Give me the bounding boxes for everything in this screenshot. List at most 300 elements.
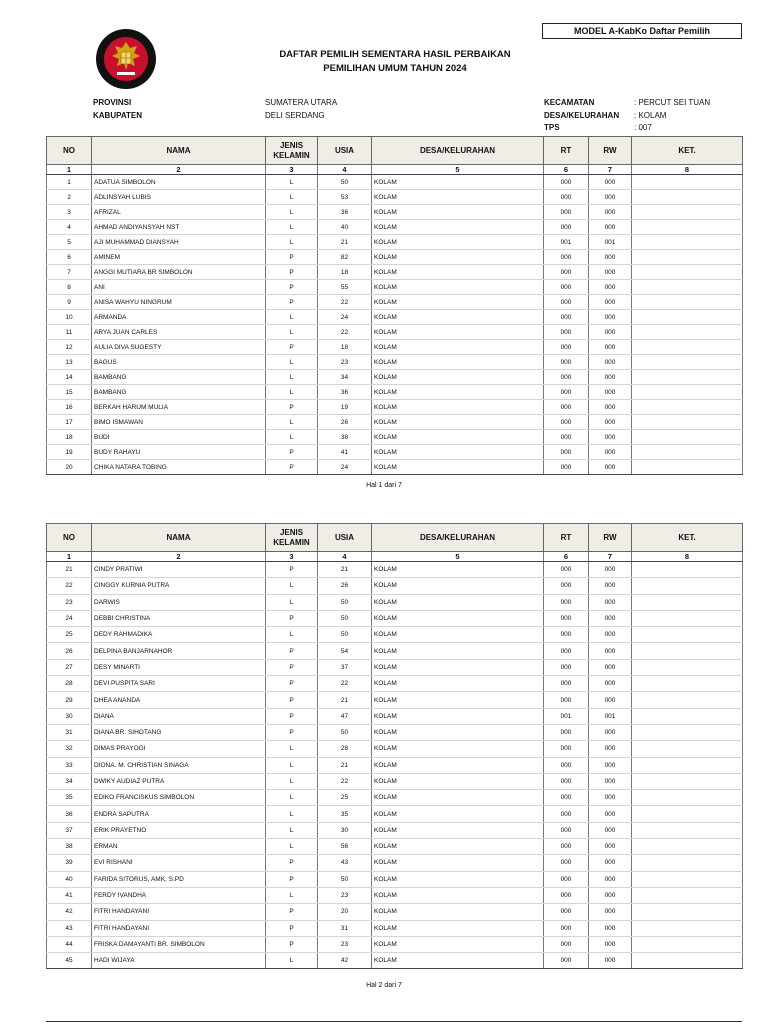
cell-no: 18 xyxy=(47,430,92,445)
page-divider xyxy=(46,1021,742,1022)
cell-rt: 000 xyxy=(544,280,589,295)
cell-usia: 40 xyxy=(318,220,372,235)
table-row xyxy=(47,310,743,325)
cell-ket xyxy=(632,325,743,340)
cell-rt: 000 xyxy=(544,594,589,610)
cell-no: 22 xyxy=(47,578,92,594)
cell-nama: AJI MUHAMMAD DIANSYAH xyxy=(92,235,266,250)
cell-nama: DIANA BR. SIHOTANG xyxy=(92,724,266,740)
model-label: MODEL A-KabKo Daftar Pemilih xyxy=(542,23,742,39)
cell-no: 11 xyxy=(47,325,92,340)
cell-rw: 000 xyxy=(589,773,632,789)
cell-rt: 000 xyxy=(544,676,589,692)
cell-no: 6 xyxy=(47,250,92,265)
cell-no: 44 xyxy=(47,936,92,952)
cell-nama: DEDY RAHMADIKA xyxy=(92,627,266,643)
cell-jenis-kelamin: P xyxy=(266,920,318,936)
cell-rw: 000 xyxy=(589,790,632,806)
cell-jenis-kelamin: L xyxy=(266,355,318,370)
cell-ket xyxy=(632,676,743,692)
cell-desa-kelurahan: KOLAM xyxy=(372,904,544,920)
table-row xyxy=(47,708,743,724)
cell-ket xyxy=(632,887,743,903)
cell-rt: 000 xyxy=(544,325,589,340)
cell-usia: 21 xyxy=(318,562,372,578)
cell-desa-kelurahan: KOLAM xyxy=(372,325,544,340)
cell-nama: DARWIS xyxy=(92,594,266,610)
column-number: 1 xyxy=(47,165,92,175)
cell-rw: 000 xyxy=(589,220,632,235)
cell-no: 28 xyxy=(47,676,92,692)
cell-nama: DIONA. M. CHRISTIAN SINAGA xyxy=(92,757,266,773)
cell-nama: BUDY RAHAYU xyxy=(92,445,266,460)
cell-usia: 37 xyxy=(318,659,372,675)
cell-no: 3 xyxy=(47,205,92,220)
col-usia-header: USIA xyxy=(318,137,372,165)
cell-usia: 50 xyxy=(318,627,372,643)
cell-rt: 000 xyxy=(544,562,589,578)
cell-desa-kelurahan: KOLAM xyxy=(372,659,544,675)
cell-jenis-kelamin: L xyxy=(266,887,318,903)
cell-jenis-kelamin: P xyxy=(266,445,318,460)
cell-no: 2 xyxy=(47,190,92,205)
cell-usia: 36 xyxy=(318,205,372,220)
cell-desa-kelurahan: KOLAM xyxy=(372,741,544,757)
cell-rt: 000 xyxy=(544,265,589,280)
cell-usia: 19 xyxy=(318,400,372,415)
provinsi-value: SUMATERA UTARA xyxy=(265,98,338,107)
cell-nama: DELPINA BANJARNAHOR xyxy=(92,643,266,659)
kelamin-line: KELAMIN xyxy=(273,537,310,547)
cell-usia: 54 xyxy=(318,643,372,659)
table-row xyxy=(47,190,743,205)
cell-rw: 000 xyxy=(589,676,632,692)
table-row xyxy=(47,904,743,920)
cell-jenis-kelamin: P xyxy=(266,692,318,708)
cell-desa-kelurahan: KOLAM xyxy=(372,385,544,400)
col-no-header: NO xyxy=(47,137,92,165)
col-nama-header: NAMA xyxy=(92,524,266,552)
table-row xyxy=(47,822,743,838)
cell-usia: 35 xyxy=(318,806,372,822)
column-number: 5 xyxy=(372,165,544,175)
title-line-2: PEMILIHAN UMUM TAHUN 2024 xyxy=(323,63,467,74)
cell-rt: 000 xyxy=(544,295,589,310)
col-nama-header: NAMA xyxy=(92,137,266,165)
cell-rt: 000 xyxy=(544,445,589,460)
cell-desa-kelurahan: KOLAM xyxy=(372,871,544,887)
cell-ket xyxy=(632,340,743,355)
tps-label: TPS xyxy=(544,123,560,132)
cell-nama: FITRI HANDAYANI xyxy=(92,904,266,920)
cell-ket xyxy=(632,205,743,220)
cell-desa-kelurahan: KOLAM xyxy=(372,627,544,643)
cell-jenis-kelamin: L xyxy=(266,757,318,773)
cell-nama: AHMAD ANDIYANSYAH NST xyxy=(92,220,266,235)
cell-ket xyxy=(632,724,743,740)
table-row xyxy=(47,220,743,235)
cell-jenis-kelamin: P xyxy=(266,643,318,659)
cell-jenis-kelamin: L xyxy=(266,953,318,969)
cell-rt: 001 xyxy=(544,708,589,724)
cell-nama: DIMAS PRAYOGI xyxy=(92,741,266,757)
cell-desa-kelurahan: KOLAM xyxy=(372,806,544,822)
cell-jenis-kelamin: P xyxy=(266,340,318,355)
cell-jenis-kelamin: P xyxy=(266,265,318,280)
cell-rw: 000 xyxy=(589,659,632,675)
cell-desa-kelurahan: KOLAM xyxy=(372,643,544,659)
cell-usia: 20 xyxy=(318,904,372,920)
cell-rt: 000 xyxy=(544,610,589,626)
cell-rt: 000 xyxy=(544,355,589,370)
cell-desa-kelurahan: KOLAM xyxy=(372,190,544,205)
cell-no: 8 xyxy=(47,280,92,295)
cell-rw: 000 xyxy=(589,415,632,430)
cell-ket xyxy=(632,265,743,280)
column-number: 8 xyxy=(632,165,743,175)
cell-desa-kelurahan: KOLAM xyxy=(372,757,544,773)
jenis-line: JENIS xyxy=(279,140,304,150)
cell-no: 45 xyxy=(47,953,92,969)
cell-jenis-kelamin: P xyxy=(266,708,318,724)
tps-value: : 007 xyxy=(634,123,652,132)
cell-nama: FITRI HANDAYANI xyxy=(92,920,266,936)
cell-rt: 000 xyxy=(544,430,589,445)
cell-rt: 000 xyxy=(544,250,589,265)
cell-no: 21 xyxy=(47,562,92,578)
table-row xyxy=(47,340,743,355)
cell-jenis-kelamin: P xyxy=(266,871,318,887)
cell-no: 25 xyxy=(47,627,92,643)
cell-jenis-kelamin: P xyxy=(266,724,318,740)
cell-usia: 23 xyxy=(318,355,372,370)
cell-ket xyxy=(632,920,743,936)
cell-desa-kelurahan: KOLAM xyxy=(372,790,544,806)
cell-desa-kelurahan: KOLAM xyxy=(372,280,544,295)
cell-no: 15 xyxy=(47,385,92,400)
table-row xyxy=(47,355,743,370)
table-row xyxy=(47,839,743,855)
col-jenis-kelamin-header xyxy=(266,137,318,165)
col-rw-header: RW xyxy=(589,137,632,165)
cell-jenis-kelamin: L xyxy=(266,594,318,610)
cell-jenis-kelamin: P xyxy=(266,562,318,578)
cell-no: 27 xyxy=(47,659,92,675)
cell-usia: 50 xyxy=(318,175,372,190)
cell-desa-kelurahan: KOLAM xyxy=(372,676,544,692)
cell-rw: 000 xyxy=(589,400,632,415)
cell-rw: 000 xyxy=(589,355,632,370)
cell-no: 10 xyxy=(47,310,92,325)
cell-jenis-kelamin: P xyxy=(266,936,318,952)
cell-rw: 000 xyxy=(589,904,632,920)
cell-nama: DEBBI CHRISTINA xyxy=(92,610,266,626)
cell-no: 40 xyxy=(47,871,92,887)
cell-usia: 24 xyxy=(318,460,372,475)
cell-rt: 000 xyxy=(544,724,589,740)
cell-usia: 31 xyxy=(318,920,372,936)
cell-nama: HADI WIJAYA xyxy=(92,953,266,969)
cell-nama: BAGUS xyxy=(92,355,266,370)
cell-ket xyxy=(632,578,743,594)
column-number: 2 xyxy=(92,165,266,175)
cell-rw: 000 xyxy=(589,175,632,190)
cell-rw: 000 xyxy=(589,445,632,460)
column-number: 3 xyxy=(266,165,318,175)
cell-rw: 000 xyxy=(589,460,632,475)
cell-ket xyxy=(632,594,743,610)
table-row xyxy=(47,235,743,250)
cell-ket xyxy=(632,822,743,838)
cell-desa-kelurahan: KOLAM xyxy=(372,295,544,310)
cell-desa-kelurahan: KOLAM xyxy=(372,936,544,952)
table-row xyxy=(47,692,743,708)
cell-jenis-kelamin: L xyxy=(266,175,318,190)
cell-usia: 56 xyxy=(318,839,372,855)
cell-ket xyxy=(632,415,743,430)
cell-jenis-kelamin: P xyxy=(266,460,318,475)
cell-jenis-kelamin: L xyxy=(266,773,318,789)
cell-desa-kelurahan: KOLAM xyxy=(372,708,544,724)
cell-ket xyxy=(632,904,743,920)
cell-ket xyxy=(632,610,743,626)
cell-rt: 000 xyxy=(544,887,589,903)
cell-desa-kelurahan: KOLAM xyxy=(372,578,544,594)
cell-nama: BUDI xyxy=(92,430,266,445)
cell-desa-kelurahan: KOLAM xyxy=(372,773,544,789)
cell-rw: 000 xyxy=(589,430,632,445)
cell-no: 1 xyxy=(47,175,92,190)
cell-nama: ADLINSYAH LUBIS xyxy=(92,190,266,205)
cell-ket xyxy=(632,190,743,205)
cell-nama: ANI xyxy=(92,280,266,295)
cell-ket xyxy=(632,806,743,822)
cell-ket xyxy=(632,175,743,190)
cell-rw: 000 xyxy=(589,325,632,340)
cell-nama: ERMAN xyxy=(92,839,266,855)
table-row xyxy=(47,757,743,773)
cell-rt: 000 xyxy=(544,190,589,205)
cell-no: 23 xyxy=(47,594,92,610)
cell-ket xyxy=(632,708,743,724)
cell-rt: 000 xyxy=(544,871,589,887)
table-row xyxy=(47,953,743,969)
table-row xyxy=(47,610,743,626)
cell-usia: 34 xyxy=(318,370,372,385)
cell-usia: 41 xyxy=(318,445,372,460)
cell-ket xyxy=(632,355,743,370)
col-ket-header: KET. xyxy=(632,524,743,552)
cell-rt: 000 xyxy=(544,643,589,659)
table-row xyxy=(47,400,743,415)
cell-usia: 18 xyxy=(318,265,372,280)
desa-label: DESA/KELURAHAN xyxy=(544,111,620,120)
cell-nama: DEVI PUSPITA SARI xyxy=(92,676,266,692)
column-number: 6 xyxy=(544,552,589,562)
cell-nama: ARYA JUAN CARLES xyxy=(92,325,266,340)
cell-usia: 18 xyxy=(318,340,372,355)
cell-usia: 23 xyxy=(318,936,372,952)
cell-no: 9 xyxy=(47,295,92,310)
cell-desa-kelurahan: KOLAM xyxy=(372,250,544,265)
title-line-1: DAFTAR PEMILIH SEMENTARA HASIL PERBAIKAN xyxy=(279,49,511,60)
cell-usia: 82 xyxy=(318,250,372,265)
table-row xyxy=(47,445,743,460)
cell-rt: 000 xyxy=(544,370,589,385)
cell-usia: 24 xyxy=(318,310,372,325)
cell-jenis-kelamin: L xyxy=(266,790,318,806)
cell-rw: 000 xyxy=(589,310,632,325)
table-row xyxy=(47,594,743,610)
cell-rt: 001 xyxy=(544,235,589,250)
cell-ket xyxy=(632,659,743,675)
cell-rt: 000 xyxy=(544,659,589,675)
cell-ket xyxy=(632,295,743,310)
cell-rt: 000 xyxy=(544,855,589,871)
cell-nama: AULIA DIVA SUGESTY xyxy=(92,340,266,355)
cell-rt: 000 xyxy=(544,400,589,415)
cell-rw: 000 xyxy=(589,265,632,280)
document-title xyxy=(230,48,560,76)
cell-rw: 000 xyxy=(589,610,632,626)
cell-desa-kelurahan: KOLAM xyxy=(372,415,544,430)
cell-jenis-kelamin: L xyxy=(266,741,318,757)
cell-desa-kelurahan: KOLAM xyxy=(372,445,544,460)
cell-no: 30 xyxy=(47,708,92,724)
cell-jenis-kelamin: L xyxy=(266,385,318,400)
cell-desa-kelurahan: KOLAM xyxy=(372,235,544,250)
cell-rt: 000 xyxy=(544,839,589,855)
cell-rt: 000 xyxy=(544,578,589,594)
voter-table-page-1 xyxy=(46,136,743,475)
cell-usia: 50 xyxy=(318,724,372,740)
cell-jenis-kelamin: L xyxy=(266,578,318,594)
cell-jenis-kelamin: P xyxy=(266,250,318,265)
cell-no: 38 xyxy=(47,839,92,855)
cell-desa-kelurahan: KOLAM xyxy=(372,822,544,838)
cell-jenis-kelamin: P xyxy=(266,855,318,871)
cell-usia: 21 xyxy=(318,692,372,708)
cell-rw: 000 xyxy=(589,594,632,610)
cell-ket xyxy=(632,250,743,265)
cell-usia: 47 xyxy=(318,708,372,724)
cell-jenis-kelamin: L xyxy=(266,310,318,325)
cell-rw: 000 xyxy=(589,871,632,887)
cell-no: 24 xyxy=(47,610,92,626)
column-number: 2 xyxy=(92,552,266,562)
table-row xyxy=(47,871,743,887)
cell-rw: 000 xyxy=(589,953,632,969)
cell-nama: ANGGI MUTIARA BR SIMBOLON xyxy=(92,265,266,280)
cell-usia: 53 xyxy=(318,190,372,205)
cell-desa-kelurahan: KOLAM xyxy=(372,855,544,871)
cell-nama: AMINEM xyxy=(92,250,266,265)
cell-rw: 000 xyxy=(589,806,632,822)
cell-desa-kelurahan: KOLAM xyxy=(372,610,544,626)
cell-rw: 000 xyxy=(589,385,632,400)
cell-usia: 50 xyxy=(318,610,372,626)
cell-ket xyxy=(632,385,743,400)
cell-usia: 30 xyxy=(318,822,372,838)
cell-nama: ARMANDA xyxy=(92,310,266,325)
cell-jenis-kelamin: P xyxy=(266,610,318,626)
cell-usia: 38 xyxy=(318,430,372,445)
table-row xyxy=(47,643,743,659)
cell-nama: ANISA WAHYU NINGRUM xyxy=(92,295,266,310)
cell-ket xyxy=(632,871,743,887)
cell-jenis-kelamin: L xyxy=(266,415,318,430)
cell-rt: 000 xyxy=(544,757,589,773)
voter-table-page-2 xyxy=(46,523,743,969)
cell-rw: 000 xyxy=(589,280,632,295)
col-jenis-kelamin-header xyxy=(266,524,318,552)
cell-nama: ADATUA SIMBOLON xyxy=(92,175,266,190)
column-number: 8 xyxy=(632,552,743,562)
cell-no: 36 xyxy=(47,806,92,822)
table-row xyxy=(47,627,743,643)
column-number: 5 xyxy=(372,552,544,562)
cell-nama: ENDRA SAPUTRA xyxy=(92,806,266,822)
cell-usia: 26 xyxy=(318,415,372,430)
cell-rt: 000 xyxy=(544,692,589,708)
table-row xyxy=(47,724,743,740)
cell-rw: 000 xyxy=(589,627,632,643)
cell-no: 7 xyxy=(47,265,92,280)
cell-rw: 000 xyxy=(589,562,632,578)
table-row xyxy=(47,205,743,220)
table-row xyxy=(47,295,743,310)
cell-no: 5 xyxy=(47,235,92,250)
cell-no: 31 xyxy=(47,724,92,740)
cell-no: 26 xyxy=(47,643,92,659)
cell-jenis-kelamin: P xyxy=(266,280,318,295)
page-footer-1: Hal 1 dari 7 xyxy=(366,482,402,489)
cell-rw: 000 xyxy=(589,887,632,903)
table-row xyxy=(47,562,743,578)
cell-jenis-kelamin: L xyxy=(266,839,318,855)
cell-no: 29 xyxy=(47,692,92,708)
cell-rw: 000 xyxy=(589,936,632,952)
cell-usia: 22 xyxy=(318,325,372,340)
cell-usia: 21 xyxy=(318,235,372,250)
cell-ket xyxy=(632,741,743,757)
cell-jenis-kelamin: L xyxy=(266,430,318,445)
cell-rw: 000 xyxy=(589,839,632,855)
cell-rt: 000 xyxy=(544,741,589,757)
cell-rt: 000 xyxy=(544,790,589,806)
cell-rt: 000 xyxy=(544,220,589,235)
table-row xyxy=(47,659,743,675)
table-row xyxy=(47,325,743,340)
col-rt-header: RT xyxy=(544,137,589,165)
cell-nama: BAMBANG xyxy=(92,370,266,385)
cell-rt: 000 xyxy=(544,920,589,936)
cell-jenis-kelamin: L xyxy=(266,822,318,838)
cell-usia: 23 xyxy=(318,887,372,903)
column-number: 6 xyxy=(544,165,589,175)
cell-jenis-kelamin: L xyxy=(266,220,318,235)
cell-ket xyxy=(632,790,743,806)
cell-desa-kelurahan: KOLAM xyxy=(372,920,544,936)
cell-ket xyxy=(632,235,743,250)
kabupaten-value: DELI SERDANG xyxy=(265,111,325,120)
cell-jenis-kelamin: L xyxy=(266,325,318,340)
table-row xyxy=(47,385,743,400)
cell-jenis-kelamin: L xyxy=(266,190,318,205)
cell-no: 13 xyxy=(47,355,92,370)
cell-rt: 000 xyxy=(544,953,589,969)
cell-ket xyxy=(632,953,743,969)
